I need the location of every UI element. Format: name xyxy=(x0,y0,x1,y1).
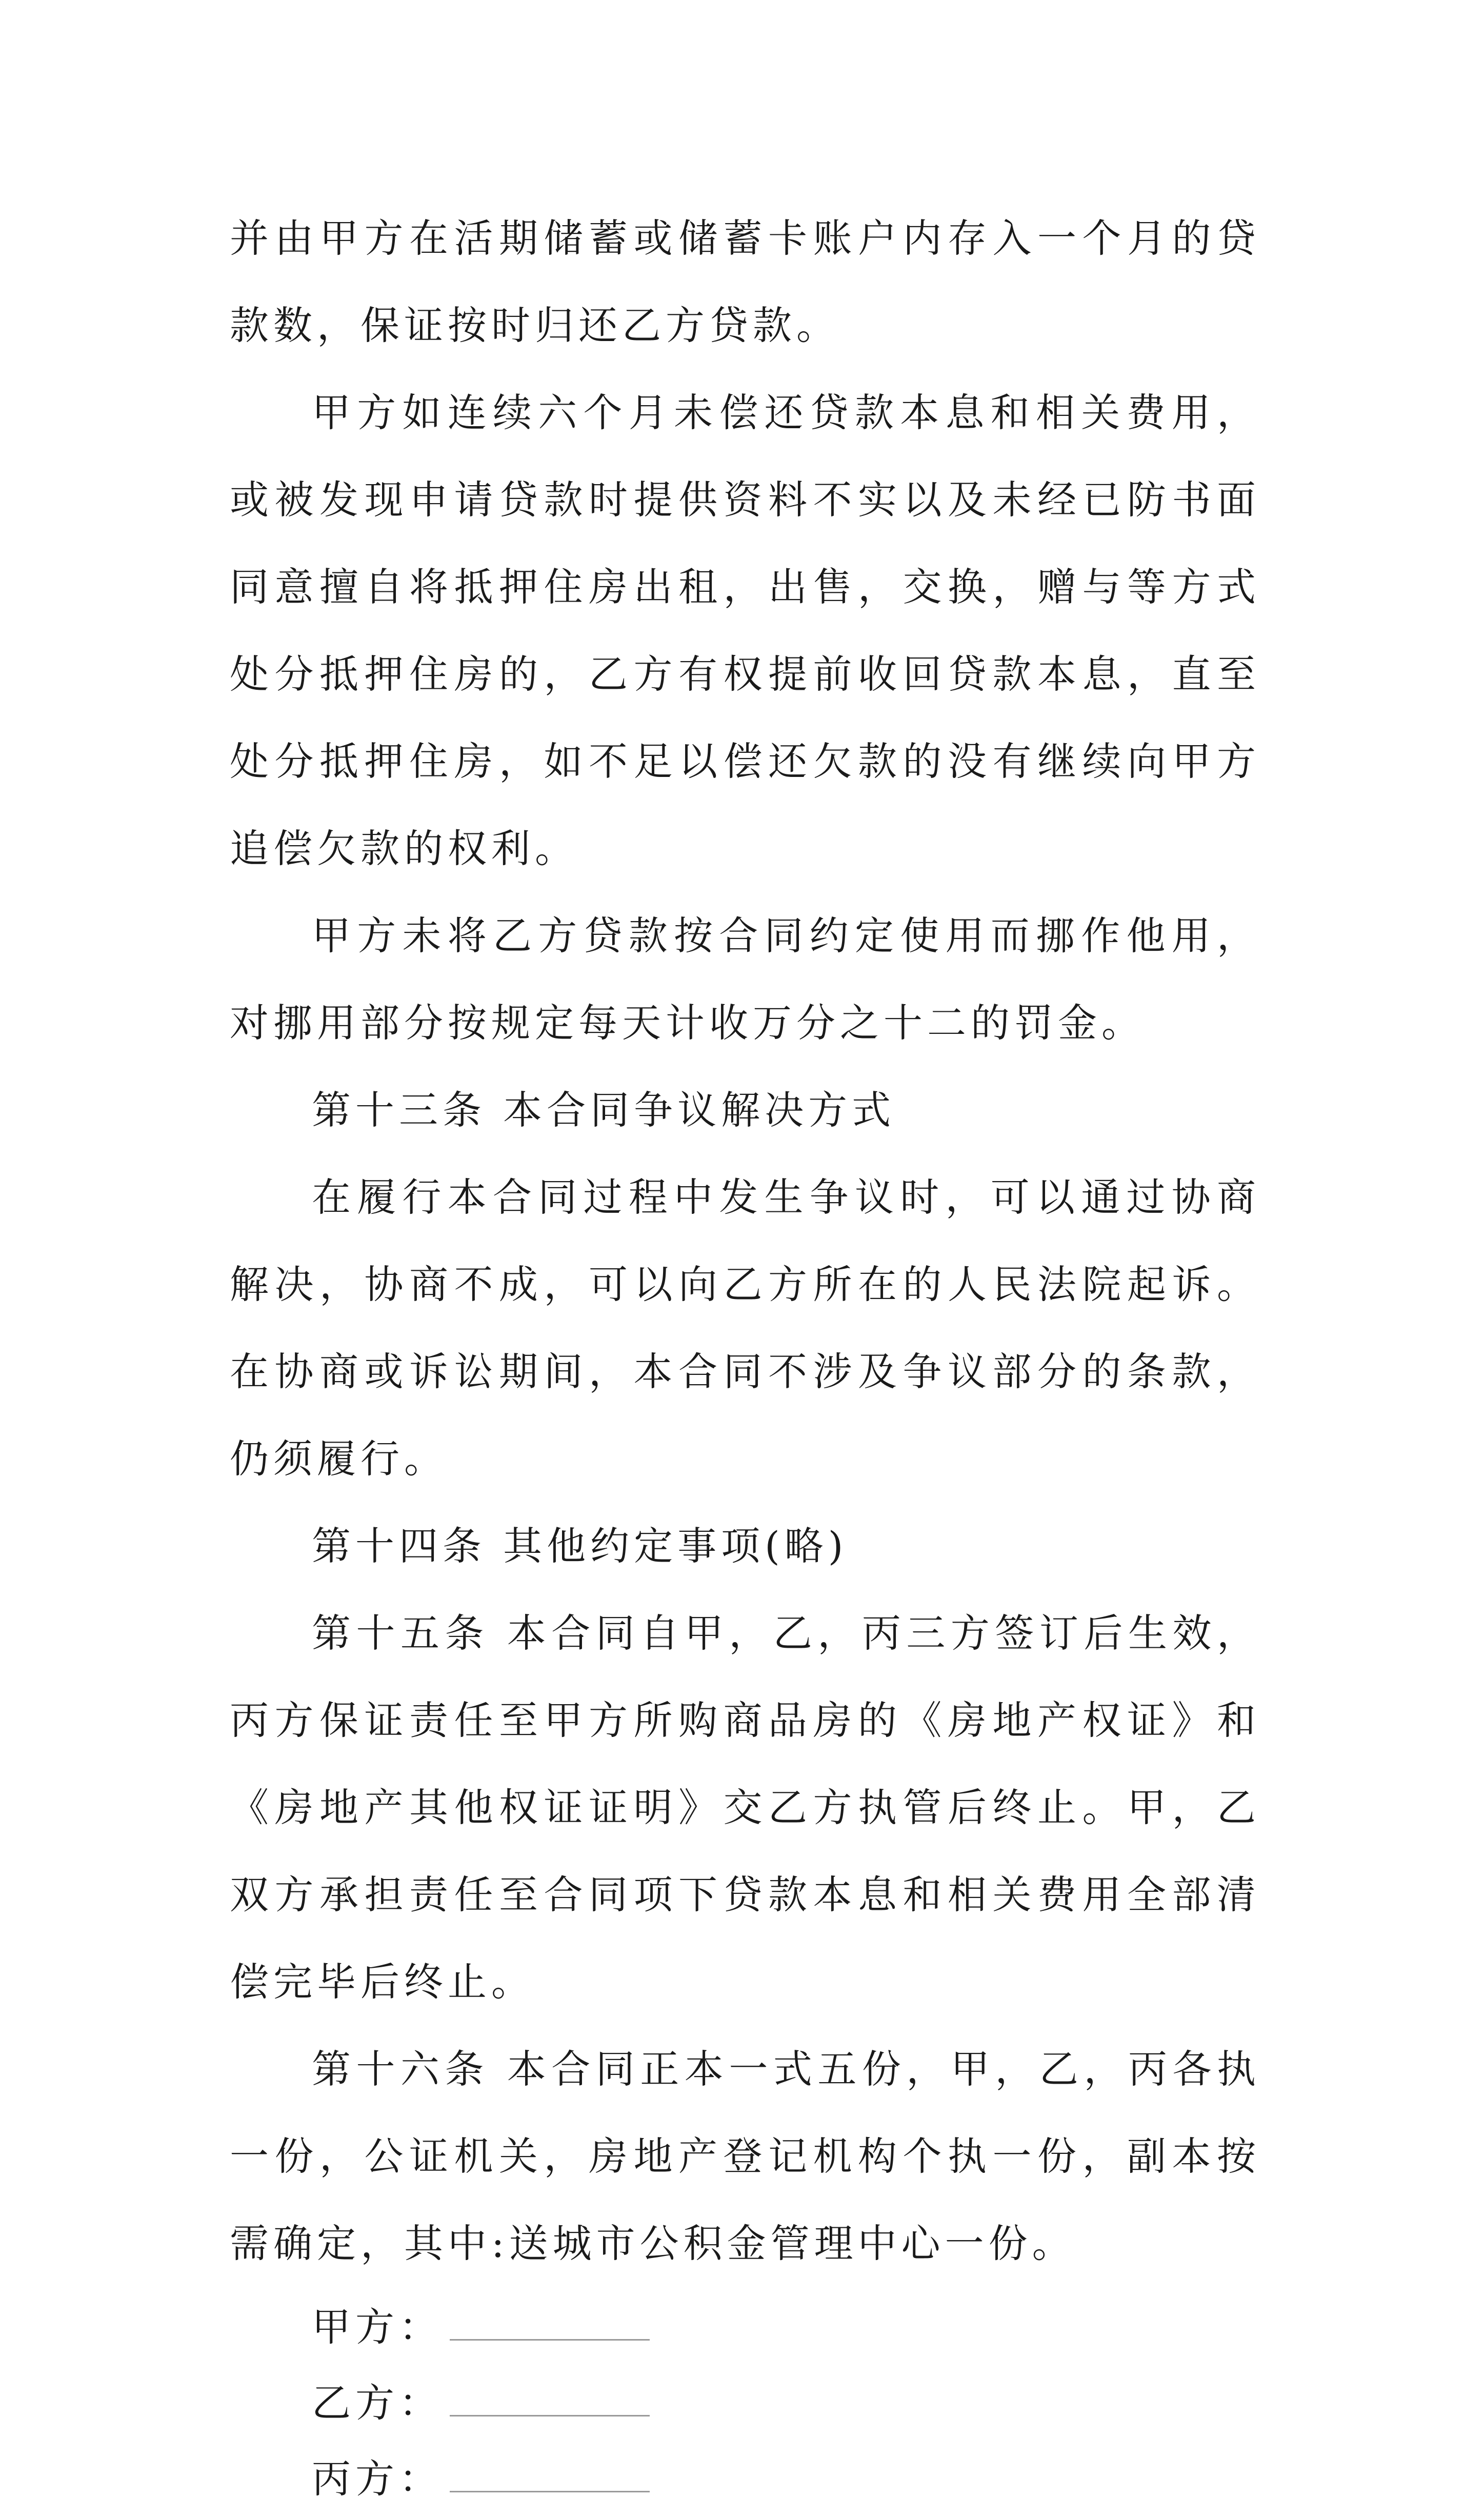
article-14-heading: 第十四条 其他约定事项(略) xyxy=(312,1523,848,1569)
signature-blank xyxy=(450,2384,650,2416)
signature-blank xyxy=(450,2308,650,2341)
article-16-paragraph: 第十六条 本合同正本一式五份，甲，乙，丙各执一份，公证机关，房地产登记机构个执一份，副本按需确定，其中:送城市公积金管理中心一份。 xyxy=(230,2046,1260,2266)
signature-line-party-a xyxy=(230,2289,1260,2365)
signature-label: 乙方： xyxy=(312,2380,443,2426)
paragraph-default-clause: 甲方如连续六个月未偿还贷款本息和相关费用，或被发现申请贷款时提供资料不实以及未经已防书面同意擅自将抵押住房出租，出售，交换，赠与等方式处分抵押住房的，乙方有权提前收回贷款本息，直至处分抵押住房，如不足以偿还欠款的没有继续向甲方追偿欠款的权利。 xyxy=(230,390,1260,871)
signature-line-party-c xyxy=(230,2441,1260,2517)
paragraph-deposit-continuation: 并由甲方在活期储蓄或储蓄卡账户内存入一个月的贷款数，保证按时归还乙方贷款。 xyxy=(230,215,1260,348)
contract-body xyxy=(230,195,1260,2517)
signature-blank xyxy=(450,2460,650,2492)
article-15-paragraph: 第十五条 本合同自甲，乙，丙三方签订后生效，丙方保证责任至甲方所购商品房的《房地产权证》和《房地产其他权证证明》交乙方执管后终止。甲，乙双方承担责任至合同项下贷款本息和相关费用全部清偿完毕后终止。 xyxy=(230,1610,1260,2005)
signature-block xyxy=(230,2289,1260,2517)
paragraph-dispute-resolution: 在履行本合同过程中发生争议时，可以通过协商解决，协商不成，可以向乙方所在的人民法院起诉。在协商或诉讼期间，本合同不涉及争议部分的条款，仍须履行。 xyxy=(230,1174,1260,1482)
article-13-heading: 第十三条 本合同争议解决方式 xyxy=(312,1087,896,1133)
signature-label: 丙方： xyxy=(312,2456,443,2502)
signature-line-party-b xyxy=(230,2365,1260,2441)
paragraph-misuse-penalty: 甲方未将乙方贷款按合同约定使用而挪作他用，对挪用部分按规定每天计收万分之十二的罚金。 xyxy=(230,913,1260,1046)
signature-label: 甲方： xyxy=(312,2304,443,2350)
